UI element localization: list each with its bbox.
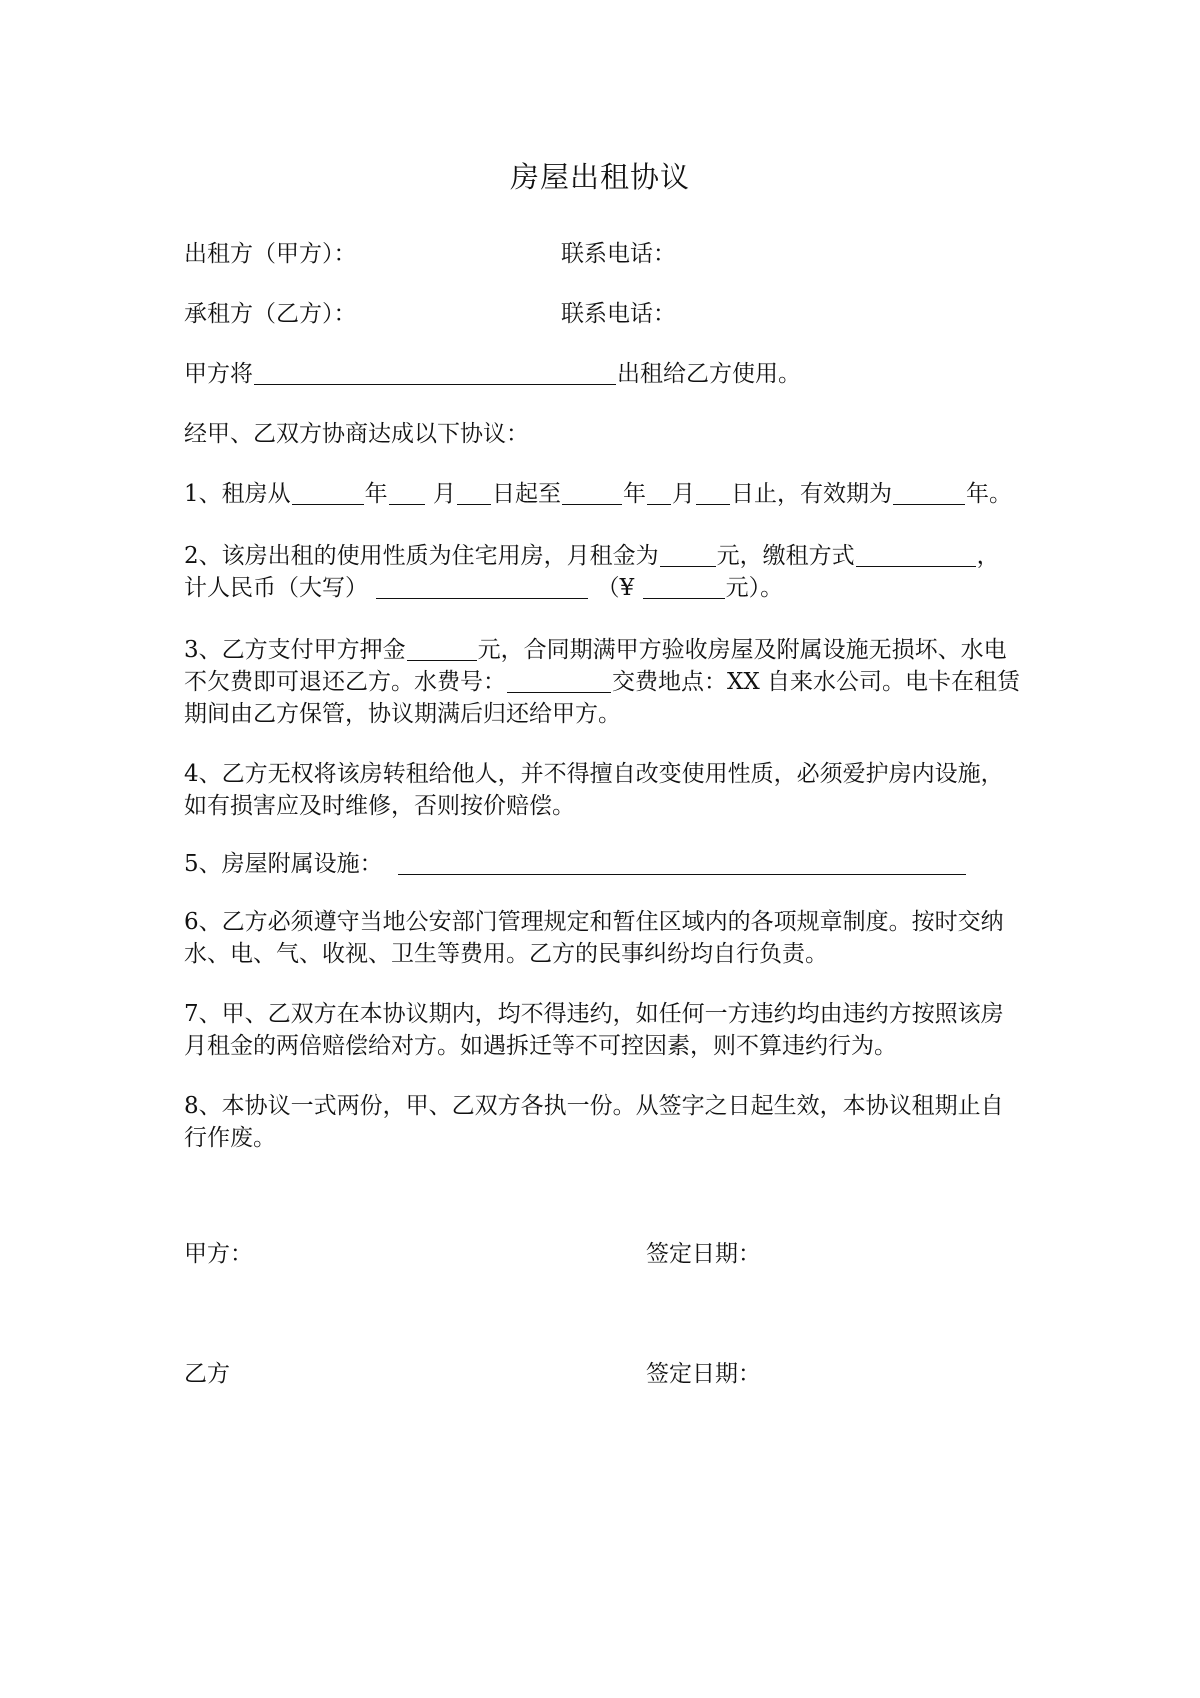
intro-line-1 — [184, 358, 801, 390]
clause-2-text: ， — [976, 543, 1000, 569]
clause-2-text: 元）。 — [725, 575, 784, 601]
clause-1-text: 月 — [432, 481, 456, 507]
clause-1-text: 1、租房从 — [184, 481, 291, 507]
clause-5 — [184, 848, 967, 880]
amount-in-words-blank — [376, 574, 588, 599]
party-a-signature-label: 甲方： — [184, 1241, 253, 1267]
clause-2-text: 元，缴租方式 — [716, 543, 855, 569]
payment-method-blank — [856, 542, 976, 567]
clause-7: 7、甲、乙双方在本协议期内，均不得违约，如任何一方违约均由违约方按照该房月租金的两倍赔偿给对方。如遇拆迁等不可控因素，则不算违约行为。 — [184, 1001, 1004, 1059]
start-month-blank — [389, 480, 425, 505]
monthly-rent-blank — [660, 542, 716, 567]
intro-line-2: 经甲、乙双方协商达成以下协议： — [184, 421, 529, 447]
lessor-phone-label: 联系电话： — [561, 241, 676, 267]
clause-2-line-2 — [184, 572, 783, 604]
clause-5-label: 5、房屋附属设施： — [184, 851, 383, 877]
party-b-date-label: 签定日期： — [646, 1361, 761, 1387]
facilities-blank — [398, 850, 966, 875]
clause-1 — [184, 478, 1012, 510]
lessee-phone-label: 联系电话： — [561, 301, 676, 327]
clause-3-text: 3、乙方支付甲方押金 — [184, 637, 406, 663]
document-title: 房屋出租协议 — [509, 160, 690, 194]
party-b-signature-label: 乙方 — [184, 1361, 230, 1387]
start-day-blank — [457, 480, 491, 505]
start-year-blank — [292, 480, 364, 505]
clause-1-text: 年。 — [965, 481, 1012, 507]
party-a-date-label: 签定日期： — [646, 1241, 761, 1267]
property-blank — [254, 360, 616, 385]
end-month-blank — [647, 480, 671, 505]
clause-3-text: 交费地点：XX 自来水公司。电卡在租赁期间由乙方保管，协议期满后归还给甲方。 — [184, 669, 1021, 727]
intro-prefix: 甲方将 — [184, 361, 253, 387]
clause-1-text: 日止，有效期为 — [730, 481, 892, 507]
clause-2-text: （¥ — [596, 575, 635, 601]
clause-8: 8、本协议一式两份，甲、乙双方各执一份。从签字之日起生效，本协议租期止自行作废。 — [184, 1093, 1004, 1151]
clause-4: 4、乙方无权将该房转租给他人，并不得擅自改变使用性质，必须爱护房内设施，如有损害应及时维修，否则按价赔偿。 — [184, 761, 1004, 819]
clause-1-text: 月 — [671, 481, 695, 507]
duration-years-blank — [893, 480, 965, 505]
water-account-blank — [507, 668, 611, 693]
clause-2-line-1 — [184, 540, 1000, 572]
clause-1-text: 日起至 — [491, 481, 561, 507]
clause-3 — [184, 634, 1024, 730]
clause-1-text: 年 — [622, 481, 646, 507]
clause-3-text: 元，合同期满甲方验收房屋及附属设施无损坏、水电不欠费即可退还乙方。水费号： — [184, 637, 1007, 695]
clause-2-text: 2、该房出租的使用性质为住宅用房，月租金为 — [184, 543, 659, 569]
lessee-label: 承租方（乙方）： — [184, 301, 357, 327]
clause-6: 6、乙方必须遵守当地公安部门管理规定和暂住区域内的各项规章制度。按时交纳水、电、气、收视、卫生等费用。乙方的民事纠纷均自行负责。 — [184, 909, 1004, 967]
amount-in-figures-blank — [643, 574, 725, 599]
lessor-label: 出租方（甲方）： — [184, 241, 357, 267]
end-day-blank — [696, 480, 730, 505]
clause-2-text: 计人民币（大写） — [184, 575, 368, 601]
clause-1-text: 年 — [364, 481, 388, 507]
end-year-blank — [562, 480, 622, 505]
intro-suffix: 出租给乙方使用。 — [617, 361, 801, 387]
deposit-blank — [407, 636, 477, 661]
